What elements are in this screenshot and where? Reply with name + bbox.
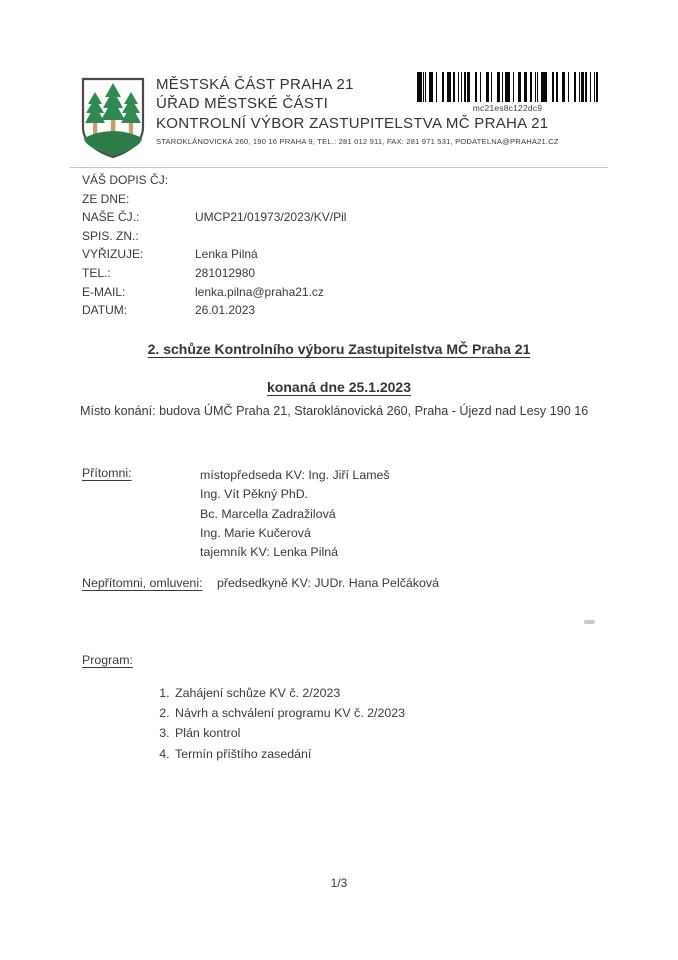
meta-label: TEL.: — [82, 265, 111, 280]
letter-meta-block — [82, 171, 502, 320]
present-item: Bc. Marcella Zadražilová — [200, 506, 336, 521]
program-item: 4. Termín příštího zasedání — [173, 744, 405, 764]
meta-row-nase-cj — [82, 208, 502, 227]
document-title: 2. schůze Kontrolního výboru Zastupitelstva MČ Praha 21 — [147, 341, 531, 357]
program-item: 1. Zahájení schůze KV č. 2/2023 — [173, 683, 405, 703]
program-list — [148, 683, 405, 764]
present-item: místopředseda KV: Ing. Jiří Lameš — [200, 468, 390, 482]
meta-label: VYŘIZUJE: — [82, 247, 144, 262]
meta-row-spis-zn — [82, 227, 502, 246]
meta-value: 281012980 — [195, 265, 256, 280]
org-name-line3: KONTROLNÍ VÝBOR ZASTUPITELSTVA MČ PRAHA 21 — [156, 114, 549, 132]
org-name-line1: MĚSTSKÁ ČÁST PRAHA 21 — [156, 76, 354, 93]
program-item: 2. Návrh a schválení programu KV č. 2/2023 — [173, 703, 405, 723]
meta-label: ZE DNE: — [82, 191, 130, 206]
meta-value: UMCP21/01973/2023/KV/Pil — [195, 210, 347, 225]
meta-row-vas-dopis — [82, 171, 502, 190]
org-name-line2: ÚŘAD MĚSTSKÉ ČÁSTI — [156, 95, 329, 113]
present-list — [200, 466, 390, 562]
barcode-text: mc21es8c122dc9 — [472, 103, 543, 113]
present-label: Přítomni: — [82, 466, 132, 480]
meta-label: NAŠE ČJ.: — [82, 210, 140, 225]
present-item: Ing. Marie Kučerová — [200, 525, 311, 540]
program-label: Program: — [82, 653, 133, 667]
meta-value: 26.01.2023 — [195, 303, 256, 318]
scan-artifact-mark — [584, 620, 595, 624]
meta-row-datum — [82, 301, 502, 320]
absent-value: předsedkyně KV: JUDr. Hana Pelčáková — [216, 576, 439, 590]
meta-label: VÁŠ DOPIS ČJ: — [82, 173, 169, 187]
barcode-image — [417, 72, 598, 102]
present-item: tajemník KV: Lenka Pilná — [200, 545, 338, 560]
barcode-block — [417, 72, 598, 113]
meta-row-tel — [82, 264, 502, 283]
page-number: 1/3 — [330, 876, 348, 890]
present-item: Ing. Vít Pěkný PhD. — [200, 487, 309, 502]
absent-row — [82, 576, 439, 590]
meta-row-ze-dne — [82, 190, 502, 209]
venue-line: Místo konání: budova ÚMČ Praha 21, Staroklánovická 260, Praha - Újezd nad Lesy 190 16 — [80, 404, 589, 418]
meta-label: E-MAIL: — [82, 284, 126, 299]
meta-value: Lenka Pilná — [195, 247, 258, 262]
header-divider — [70, 167, 608, 168]
meta-row-vyrizuje — [82, 245, 502, 264]
meta-label: SPIS. ZN.: — [82, 228, 139, 243]
mound-shape — [84, 131, 142, 156]
absent-label: Nepřítomni, omluveni: — [82, 576, 203, 590]
meta-row-email — [82, 283, 502, 302]
meta-value: lenka.pilna@praha21.cz — [195, 284, 324, 299]
document-subtitle: konaná dne 25.1.2023 — [267, 379, 411, 395]
program-item: 3. Plán kontrol — [173, 723, 405, 743]
meta-label: DATUM: — [82, 303, 128, 318]
org-address-line: STAROKLÁNOVICKÁ 260, 190 16 PRAHA 9, TEL.: 281 012 911, FAX: 281 971 531, PODATELNA@PRAHA21.CZ — [156, 136, 559, 146]
coat-of-arms-logo — [80, 77, 146, 160]
